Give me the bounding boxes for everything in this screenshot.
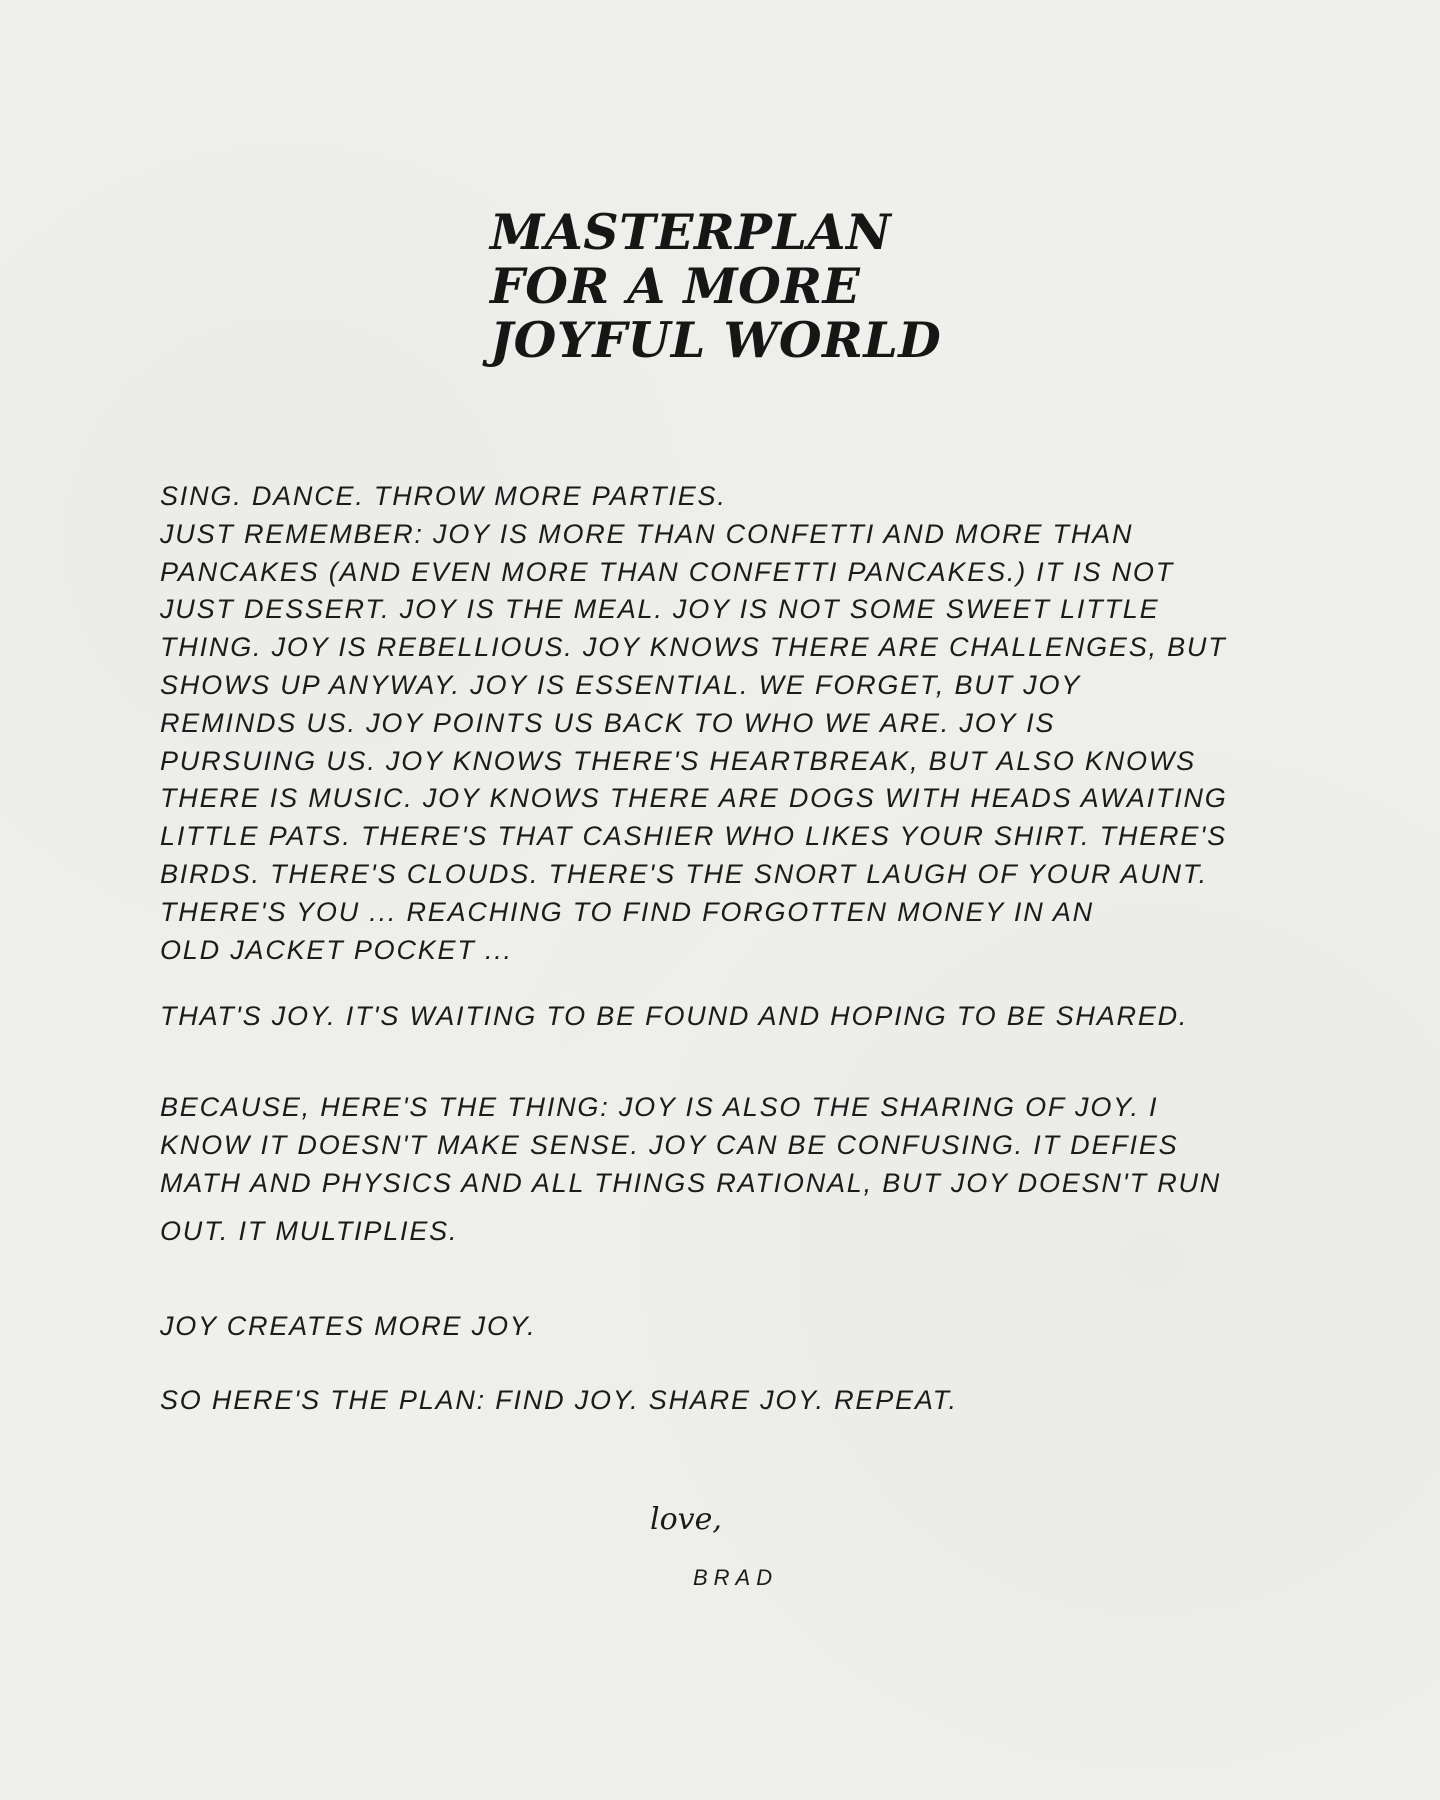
letter-paragraph-3 [160, 1088, 1320, 1250]
text-line: THING. JOY IS REBELLIOUS. JOY KNOWS THERE ARE CHALLENGES, BUT [160, 632, 1227, 663]
text-line: MATH AND PHYSICS AND ALL THINGS RATIONAL, BUT JOY DOESN'T RUN [160, 1168, 1222, 1198]
text-line: THERE'S YOU ... REACHING TO FIND FORGOTTEN MONEY IN AN [160, 896, 1094, 927]
text-line: OUT. IT MULTIPLIES. [160, 1216, 459, 1246]
text-line: OLD JACKET POCKET ... [160, 934, 513, 965]
text-line: PURSUING US. JOY KNOWS THERE'S HEARTBREAK, BUT ALSO KNOWS [160, 745, 1196, 776]
closing-salutation: love, [650, 1502, 722, 1537]
text-line: BIRDS. THERE'S CLOUDS. THERE'S THE SNORT LAUGH OF YOUR AUNT. [160, 858, 1208, 889]
text-line: THERE IS MUSIC. JOY KNOWS THERE ARE DOGS WITH HEADS AWAITING [160, 783, 1228, 814]
text-line: SHOWS UP ANYWAY. JOY IS ESSENTIAL. WE FORGET, BUT JOY [160, 669, 1082, 700]
text-line: REMINDS US. JOY POINTS US BACK TO WHO WE ARE. JOY IS [160, 707, 1056, 738]
text-line: SING. DANCE. THROW MORE PARTIES. [160, 481, 727, 511]
title-line: JOYFUL WORLD [490, 311, 942, 369]
text-line: LITTLE PATS. THERE'S THAT CASHIER WHO LIKES YOUR SHIRT. THERE'S [160, 821, 1227, 852]
text-line: BECAUSE, HERE'S THE THING: JOY IS ALSO THE SHARING OF JOY. I [160, 1092, 1159, 1122]
letter-paragraph-2 [160, 998, 1320, 1036]
text-line: JUST REMEMBER: JOY IS MORE THAN CONFETTI AND MORE THAN [160, 518, 1134, 549]
text-line: SO HERE'S THE PLAN: FIND JOY. SHARE JOY. REPEAT. [160, 1385, 958, 1415]
letter-paragraph-4 [160, 1308, 1320, 1346]
title-line: FOR A MORE [490, 257, 861, 315]
text-line: JUST DESSERT. JOY IS THE MEAL. JOY IS NOT SOME SWEET LITTLE [160, 594, 1160, 625]
text-line: THAT'S JOY. IT'S WAITING TO BE FOUND AND HOPING TO BE SHARED. [160, 1001, 1189, 1031]
page-title [490, 205, 1010, 367]
title-line: MASTERPLAN [490, 203, 892, 261]
letter-paragraph-1 [160, 478, 1320, 969]
text-line: PANCAKES (AND EVEN MORE THAN CONFETTI PANCAKES.) IT IS NOT [160, 556, 1175, 587]
signature: BRAD [693, 1565, 779, 1590]
text-line: JOY CREATES MORE JOY. [160, 1311, 537, 1341]
text-line: KNOW IT DOESN'T MAKE SENSE. JOY CAN BE CONFUSING. IT DEFIES [160, 1130, 1179, 1160]
letter-paragraph-5 [160, 1382, 1320, 1420]
